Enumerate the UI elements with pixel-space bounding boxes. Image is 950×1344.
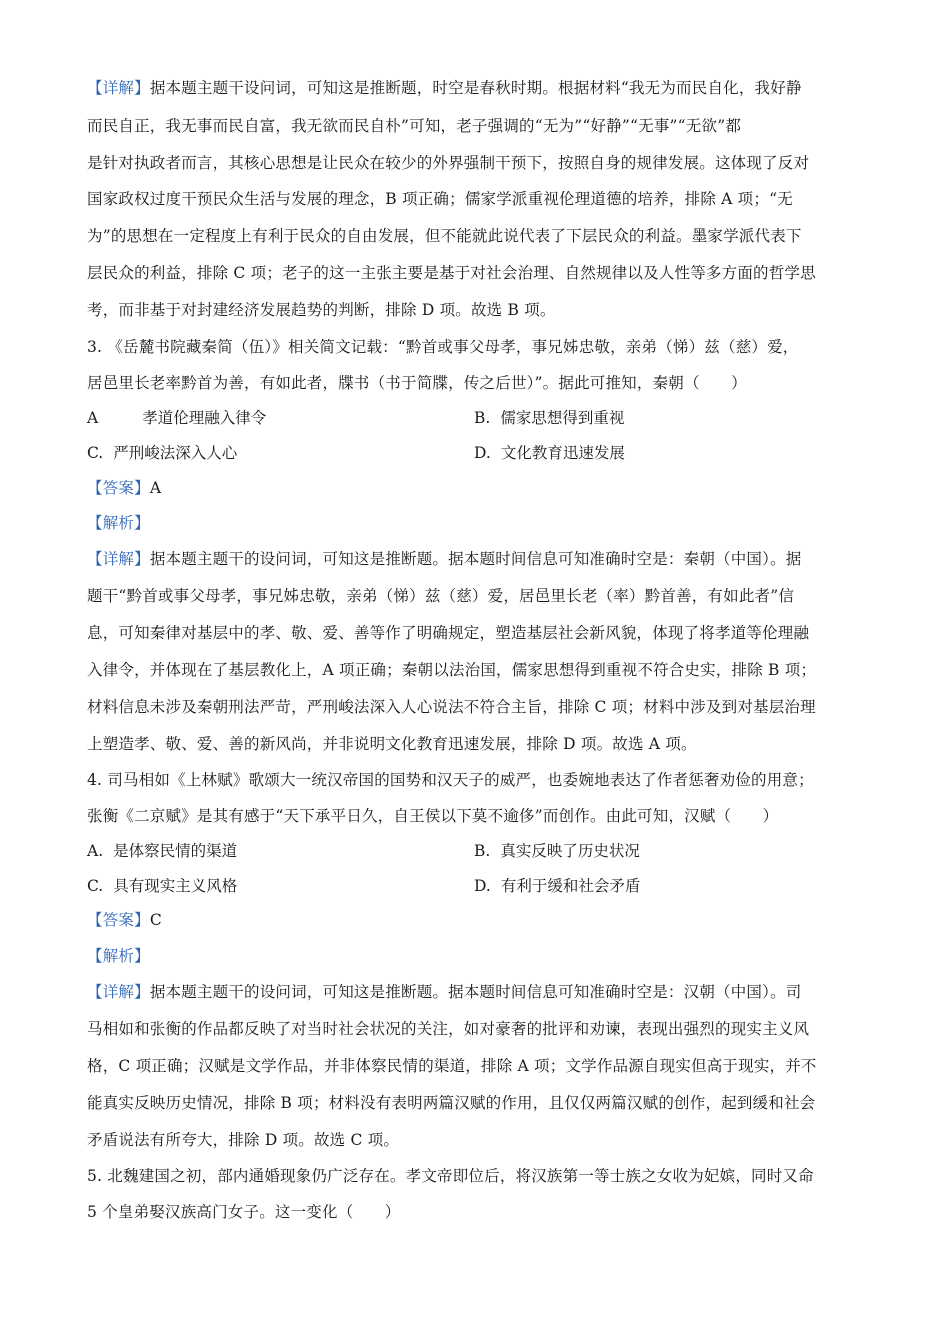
q2-detail-line-4: 国家政权过度干预民众生活与发展的理念，B 项正确；儒家学派重视伦理道德的培养，排除 A 项；“无 [87,190,793,208]
q2-detail-line-2: 而民自正，我无事而民自富，我无欲而民自朴”可知，老子强调的“无为”“好静”“无事”“无欲”都 [87,117,742,135]
q3-option-c[interactable]: C. 严刑峻法深入人心 [87,444,238,462]
q3-detail-line-6: 上塑造孝、敬、爱、善的新风尚，并非说明文化教育迅速发展，排除 D 项。故选 A 项。 [87,735,697,753]
detail-tag: 【详解】 [87,79,150,97]
q4-option-d[interactable]: D. 有利于缓和社会矛盾 [474,877,641,895]
q3-stem-line-1: 3. 《岳麓书院藏秦简（伍）》相关简文记载：“黔首或事父母孝，事兄姊忠敬，亲弟（悌）兹（慈）爱， [87,338,799,356]
q3-option-d[interactable]: D. 文化教育迅速发展 [474,444,625,462]
q4-detail-line-3: 格，C 项正确；汉赋是文学作品，并非体察民情的渠道，排除 A 项；文学作品源自现实但高于现实，并不 [87,1057,817,1075]
q4-option-a[interactable]: A. 是体察民情的渠道 [87,842,238,860]
q4-option-b[interactable]: B. 真实反映了历史状况 [474,842,640,860]
q4-detail-line-5: 矛盾说法有所夸大，排除 D 项。故选 C 项。 [87,1131,400,1149]
q3-option-a[interactable]: A 孝道伦理融入律令 [87,409,267,427]
q2-detail-line-6: 层民众的利益，排除 C 项；老子的这一主张主要是基于对社会治理、自然规律以及人性等多方面的哲学思 [87,264,816,282]
q2-detail-line-3: 是针对执政者而言，其核心思想是让民众在较少的外界强制干预下，按照自身的规律发展。这体现了反对 [87,154,810,172]
q5-stem-line-1: 5. 北魏建国之初，部内通婚现象仍广泛存在。孝文帝即位后，将汉族第一等士族之女收为妃嫔，同时又命 [87,1167,814,1185]
q4-detail-line-1: 【详解】据本题主题干的设问词，可知这是推断题。据本题时间信息可知准确时空是：汉朝（中国）。司 [87,983,802,1001]
q5-stem-line-2: 5 个皇弟娶汉族高门女子。这一变化（ ） [87,1203,401,1221]
q4-detail-line-4: 能真实反映历史情况，排除 B 项；材料没有表明两篇汉赋的作用，且仅仅两篇汉赋的创作，起到缓和社会 [87,1094,816,1112]
q2-detail-line-1: 【详解】据本题主题干设问词，可知这是推断题，时空是春秋时期。根据材料“我无为而民自化，我好静 [87,79,802,97]
q4-detail-line-2: 马相如和张衡的作品都反映了对当时社会状况的关注，如对豪奢的批评和劝谏，表现出强烈的现实主义风 [87,1020,810,1038]
q3-answer: 【答案】A [87,479,162,497]
q3-analysis-tag: 【解析】 [87,514,150,532]
q2-detail-line-7: 考，而非基于对封建经济发展趋势的判断，排除 D 项。故选 B 项。 [87,301,556,319]
q3-detail-line-3: 息，可知秦律对基层中的孝、敬、爱、善等作了明确规定，塑造基层社会新风貌，体现了将孝道等伦理融 [87,624,810,642]
q3-detail-line-2: 题干“黔首或事父母孝，事兄姊忠敬，亲弟（悌）兹（慈）爱，居邑里长老（率）黔首善，有如此者”信 [87,587,795,605]
q4-answer: 【答案】C [87,911,162,929]
q3-detail-line-5: 材料信息未涉及秦朝刑法严苛，严刑峻法深入人心说法不符合主旨，排除 C 项；材料中涉及到对基层治理 [87,698,816,716]
q2-detail-line-5: 为”的思想在一定程度上有利于民众的自由发展，但不能就此说代表了下层民众的利益。墨家学派代表下 [87,227,802,245]
q3-detail-line-1: 【详解】据本题主题干的设问词，可知这是推断题。据本题时间信息可知准确时空是：秦朝（中国）。据 [87,550,802,568]
q4-option-c[interactable]: C. 具有现实主义风格 [87,877,238,895]
q3-option-b[interactable]: B. 儒家思想得到重视 [474,409,625,427]
q4-stem-line-1: 4. 司马相如《上林赋》歌颂大一统汉帝国的国势和汉天子的威严，也委婉地表达了作者惩奢劝俭的用意； [87,771,814,789]
q3-detail-line-4: 入律令，并体现在了基层教化上，A 项正确；秦朝以法治国，儒家思想得到重视不符合史实，排除 B 项； [87,661,817,679]
q4-analysis-tag: 【解析】 [87,947,150,965]
q3-stem-line-2: 居邑里长老率黔首为善，有如此者，牒书（书于简牒，传之后世）”。据此可推知，秦朝（ ） [87,374,747,392]
q4-stem-line-2: 张衡《二京赋》是其有感于“天下承平日久，自王侯以下莫不逾侈”而创作。由此可知，汉赋（ ） [87,807,779,825]
